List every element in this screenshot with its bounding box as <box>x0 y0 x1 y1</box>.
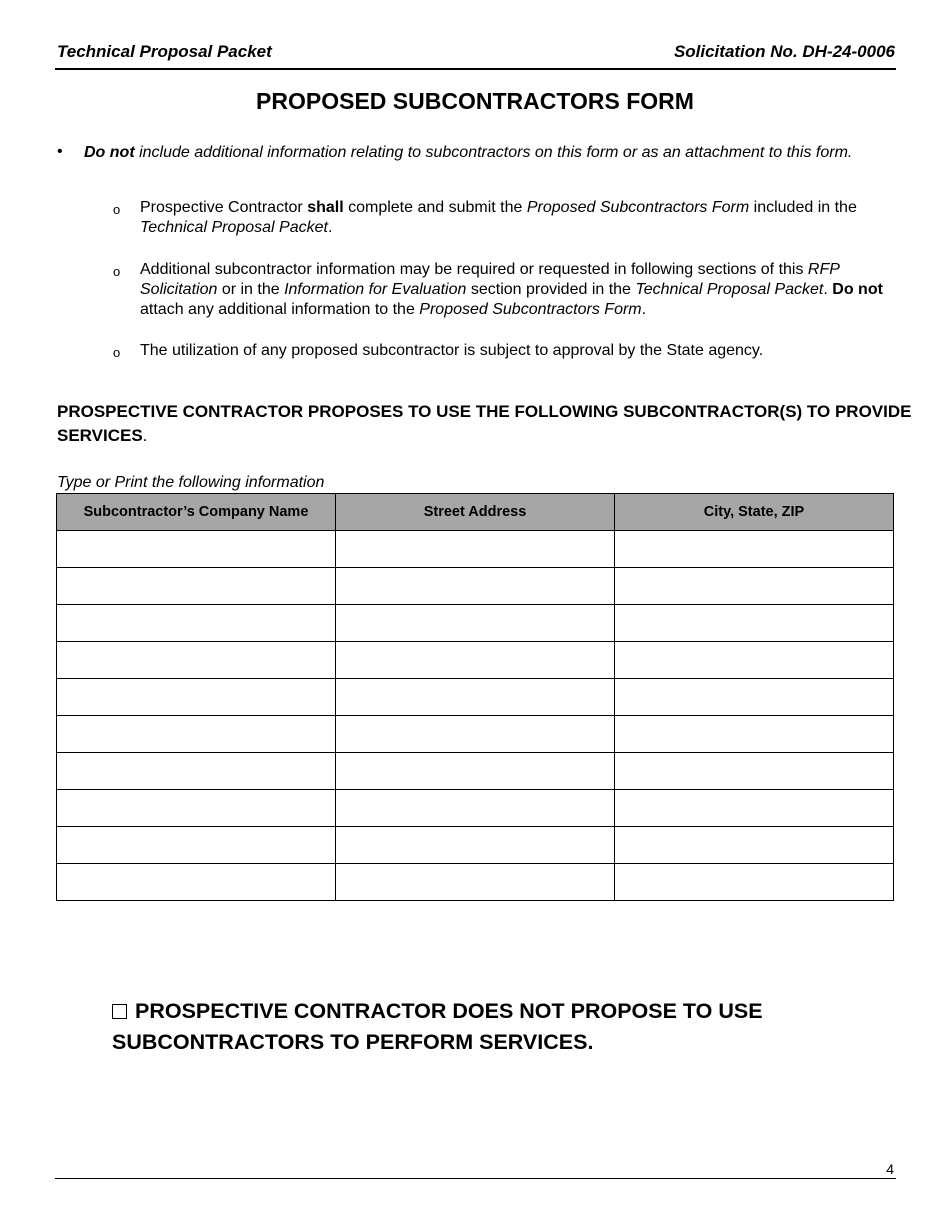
sub-item-text: or in the <box>217 281 285 298</box>
sub-item-text: Prospective Contractor <box>140 199 308 216</box>
table-row <box>57 753 894 790</box>
subcontractors-table <box>56 493 894 901</box>
header-divider <box>55 68 896 70</box>
city-state-zip-cell[interactable] <box>615 568 894 605</box>
sub-item-submit-form <box>140 198 892 238</box>
company-name-cell[interactable] <box>57 864 336 901</box>
sub-bullet-marker: o <box>113 345 121 360</box>
city-state-zip-cell[interactable] <box>615 531 894 568</box>
footer-divider <box>55 1178 896 1179</box>
sub-item-text: Additional subcontractor information may be required or requested in following sections of this <box>140 261 808 278</box>
sub-item-text: . <box>327 219 333 236</box>
table-body <box>57 531 894 901</box>
checkbox-icon[interactable] <box>112 1004 127 1019</box>
sub-item-italic: Technical Proposal Packet <box>635 281 824 298</box>
company-name-cell[interactable] <box>57 642 336 679</box>
table-row <box>57 827 894 864</box>
sub-item-text: . <box>641 301 647 318</box>
city-state-zip-cell[interactable] <box>615 827 894 864</box>
proposes-heading-period: . <box>142 426 148 445</box>
sub-item-bold: shall <box>307 199 344 216</box>
header-document-title: Technical Proposal Packet <box>57 42 272 61</box>
table-row <box>57 568 894 605</box>
company-name-cell[interactable] <box>57 790 336 827</box>
sub-item-text: . <box>823 281 833 298</box>
street-address-cell[interactable] <box>336 605 615 642</box>
street-address-cell[interactable] <box>336 568 615 605</box>
company-name-cell[interactable] <box>57 679 336 716</box>
sub-item-text: complete and submit the <box>343 199 527 216</box>
street-address-cell[interactable] <box>336 642 615 679</box>
proposes-heading-text: PROSPECTIVE CONTRACTOR PROPOSES TO USE THE FOLLOWING SUBCONTRACTOR(S) TO PROVIDE SERVICES <box>57 402 912 445</box>
sub-item-additional-info <box>140 260 892 320</box>
city-state-zip-cell[interactable] <box>615 753 894 790</box>
table-row <box>57 864 894 901</box>
sub-item-italic: Proposed Subcontractors Form <box>419 301 642 318</box>
table-row <box>57 642 894 679</box>
street-address-cell[interactable] <box>336 827 615 864</box>
page-number: 4 <box>886 1161 894 1177</box>
company-name-cell[interactable] <box>57 531 336 568</box>
sub-item-text: section provided in the <box>466 281 636 298</box>
city-state-zip-cell[interactable] <box>615 864 894 901</box>
street-address-cell[interactable] <box>336 531 615 568</box>
table-row <box>57 679 894 716</box>
proposes-heading <box>57 400 917 448</box>
page-title: PROPOSED SUBCONTRACTORS FORM <box>256 88 694 114</box>
city-state-zip-cell[interactable] <box>615 605 894 642</box>
table-row <box>57 716 894 753</box>
city-state-zip-cell[interactable] <box>615 790 894 827</box>
sub-item-text: included in the <box>749 199 857 216</box>
table-header-row <box>57 494 894 531</box>
instruction-bullet <box>84 143 884 163</box>
street-address-cell[interactable] <box>336 679 615 716</box>
header-solicitation-number: Solicitation No. DH-24-0006 <box>673 42 895 61</box>
city-state-zip-cell[interactable] <box>615 716 894 753</box>
do-not-emphasis: Do not <box>84 144 135 161</box>
column-header-street-address: Street Address <box>336 494 615 531</box>
company-name-cell[interactable] <box>57 827 336 864</box>
table-caption: Type or Print the following information <box>57 474 325 491</box>
no-subcontractors-option[interactable] <box>112 996 872 1058</box>
company-name-cell[interactable] <box>57 716 336 753</box>
bullet-text: include additional information relating to subcontractors on this form or as an attachment to this form. <box>134 144 853 161</box>
street-address-cell[interactable] <box>336 716 615 753</box>
table-row <box>57 790 894 827</box>
company-name-cell[interactable] <box>57 568 336 605</box>
city-state-zip-cell[interactable] <box>615 679 894 716</box>
sub-item-italic: Information for Evaluation <box>284 281 467 298</box>
company-name-cell[interactable] <box>57 605 336 642</box>
street-address-cell[interactable] <box>336 753 615 790</box>
street-address-cell[interactable] <box>336 790 615 827</box>
no-subcontractors-label: PROSPECTIVE CONTRACTOR DOES NOT PROPOSE TO USE SUBCONTRACTORS TO PERFORM SERVICES. <box>112 999 763 1054</box>
sub-item-italic: Technical Proposal Packet <box>140 219 328 236</box>
table-row <box>57 531 894 568</box>
table-row <box>57 605 894 642</box>
city-state-zip-cell[interactable] <box>615 642 894 679</box>
sub-item-bold: Do not <box>832 281 883 298</box>
column-header-company-name: Subcontractor’s Company Name <box>57 494 336 531</box>
sub-item-approval: The utilization of any proposed subcontractor is subject to approval by the State agency. <box>140 342 764 359</box>
sub-item-italic: Proposed Subcontractors Form <box>526 199 750 216</box>
column-header-city-state-zip: City, State, ZIP <box>615 494 894 531</box>
sub-item-italic: RFP Solicitation <box>140 261 840 298</box>
sub-item-text: attach any additional information to the <box>140 301 420 318</box>
street-address-cell[interactable] <box>336 864 615 901</box>
company-name-cell[interactable] <box>57 753 336 790</box>
sub-bullet-marker: o <box>113 264 121 279</box>
sub-bullet-marker: o <box>113 202 121 217</box>
bullet-marker: • <box>57 143 63 160</box>
